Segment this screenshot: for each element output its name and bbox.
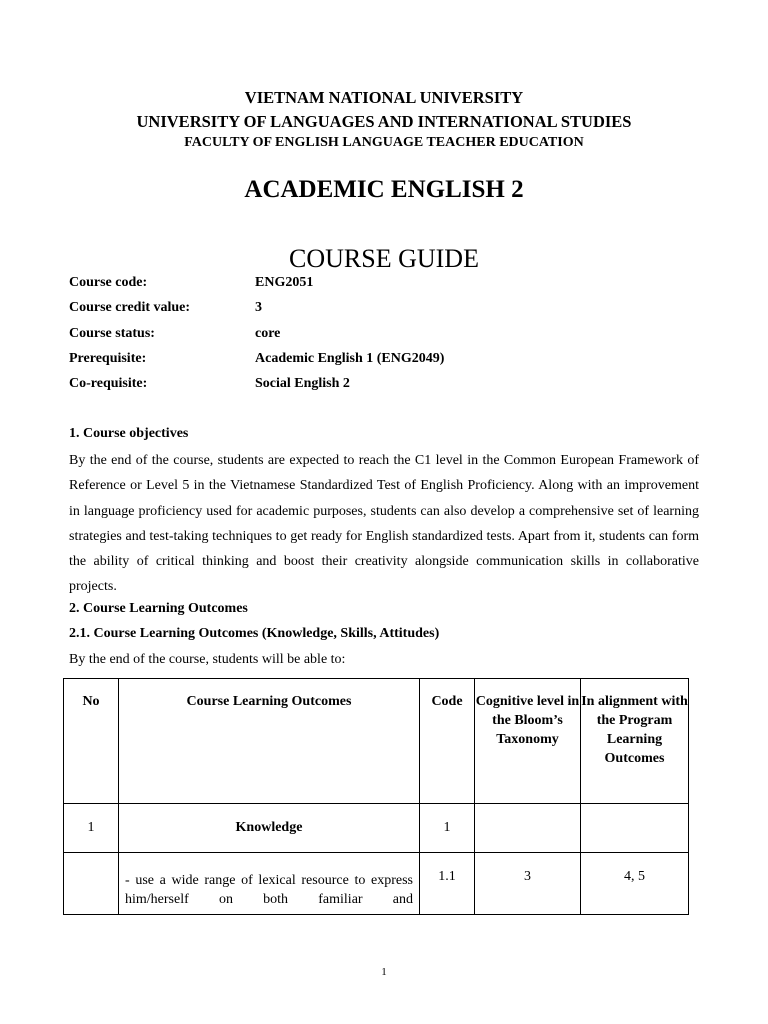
school-name: UNIVERSITY OF LANGUAGES AND INTERNATIONAL STUDIES <box>136 112 632 131</box>
header-alignment: In alignment with the Program Learning Outcomes <box>581 679 689 804</box>
info-value: Social English 2 <box>255 376 350 392</box>
objectives-heading: 1. Course objectives <box>69 426 189 441</box>
cell-cognitive: 3 <box>475 853 581 915</box>
university-name: VIETNAM NATIONAL UNIVERSITY <box>244 88 524 107</box>
header-no: No <box>64 679 119 804</box>
table-header-row <box>64 679 689 804</box>
info-value: 3 <box>255 300 262 316</box>
info-label: Course code: <box>69 275 148 290</box>
cell-outcome: Knowledge <box>119 804 420 853</box>
info-row-corequisite <box>69 374 709 399</box>
header-outcomes: Course Learning Outcomes <box>119 679 420 804</box>
cell-cognitive <box>475 804 581 853</box>
info-label: Prerequisite: <box>69 350 147 366</box>
faculty-name: FACULTY OF ENGLISH LANGUAGE TEACHER EDUCATION <box>184 135 584 150</box>
course-guide-heading: COURSE GUIDE <box>289 244 479 273</box>
cell-code: 1 <box>420 804 475 853</box>
table-row <box>64 853 689 915</box>
outcomes-heading: 2. Course Learning Outcomes <box>69 601 248 616</box>
cell-no <box>64 853 119 915</box>
page-number: 1 <box>381 966 387 978</box>
info-value: core <box>255 325 281 341</box>
table-row <box>64 804 689 853</box>
cell-alignment <box>581 804 689 853</box>
info-row-code <box>69 273 709 298</box>
course-title: ACADEMIC ENGLISH 2 <box>244 176 524 203</box>
info-row-prerequisite <box>69 349 709 374</box>
outcomes-subheading: 2.1. Course Learning Outcomes (Knowledge, Skills, Attitudes) <box>69 626 440 641</box>
info-row-status <box>69 324 709 349</box>
info-value: ENG2051 <box>255 275 314 290</box>
cell-code: 1.1 <box>420 853 475 915</box>
course-info <box>69 273 709 399</box>
learning-outcomes-table <box>63 678 689 915</box>
info-label: Co-requisite: <box>69 376 148 392</box>
header-code: Code <box>420 679 475 804</box>
outcomes-intro: By the end of the course, students will be able to: <box>69 652 346 667</box>
info-label: Course status: <box>69 325 155 341</box>
info-label: Course credit value: <box>69 300 191 316</box>
objectives-paragraph: By the end of the course, students are expected to reach the C1 level in the Common European Framework of Reference or Level 5 in the Vietnamese Standardized Test of English Proficiency. Along with an improvement in language proficiency used for academic purposes, students can also develop a comprehensive set of learning strategies and test-taking techniques to get ready for English standardized tests. Apart from it, students can form the ability of critical thinking and boost their creativity alongside communication skills in collaborative projects. <box>69 453 699 595</box>
cell-no: 1 <box>64 804 119 853</box>
info-value: Academic English 1 (ENG2049) <box>255 350 445 366</box>
cell-outcome: - use a wide range of lexical resource to express him/herself on both familiar and <box>119 853 420 915</box>
cell-alignment: 4, 5 <box>581 853 689 915</box>
header-cognitive: Cognitive level in the Bloom’s Taxonomy <box>475 679 581 804</box>
info-row-credit <box>69 298 709 323</box>
